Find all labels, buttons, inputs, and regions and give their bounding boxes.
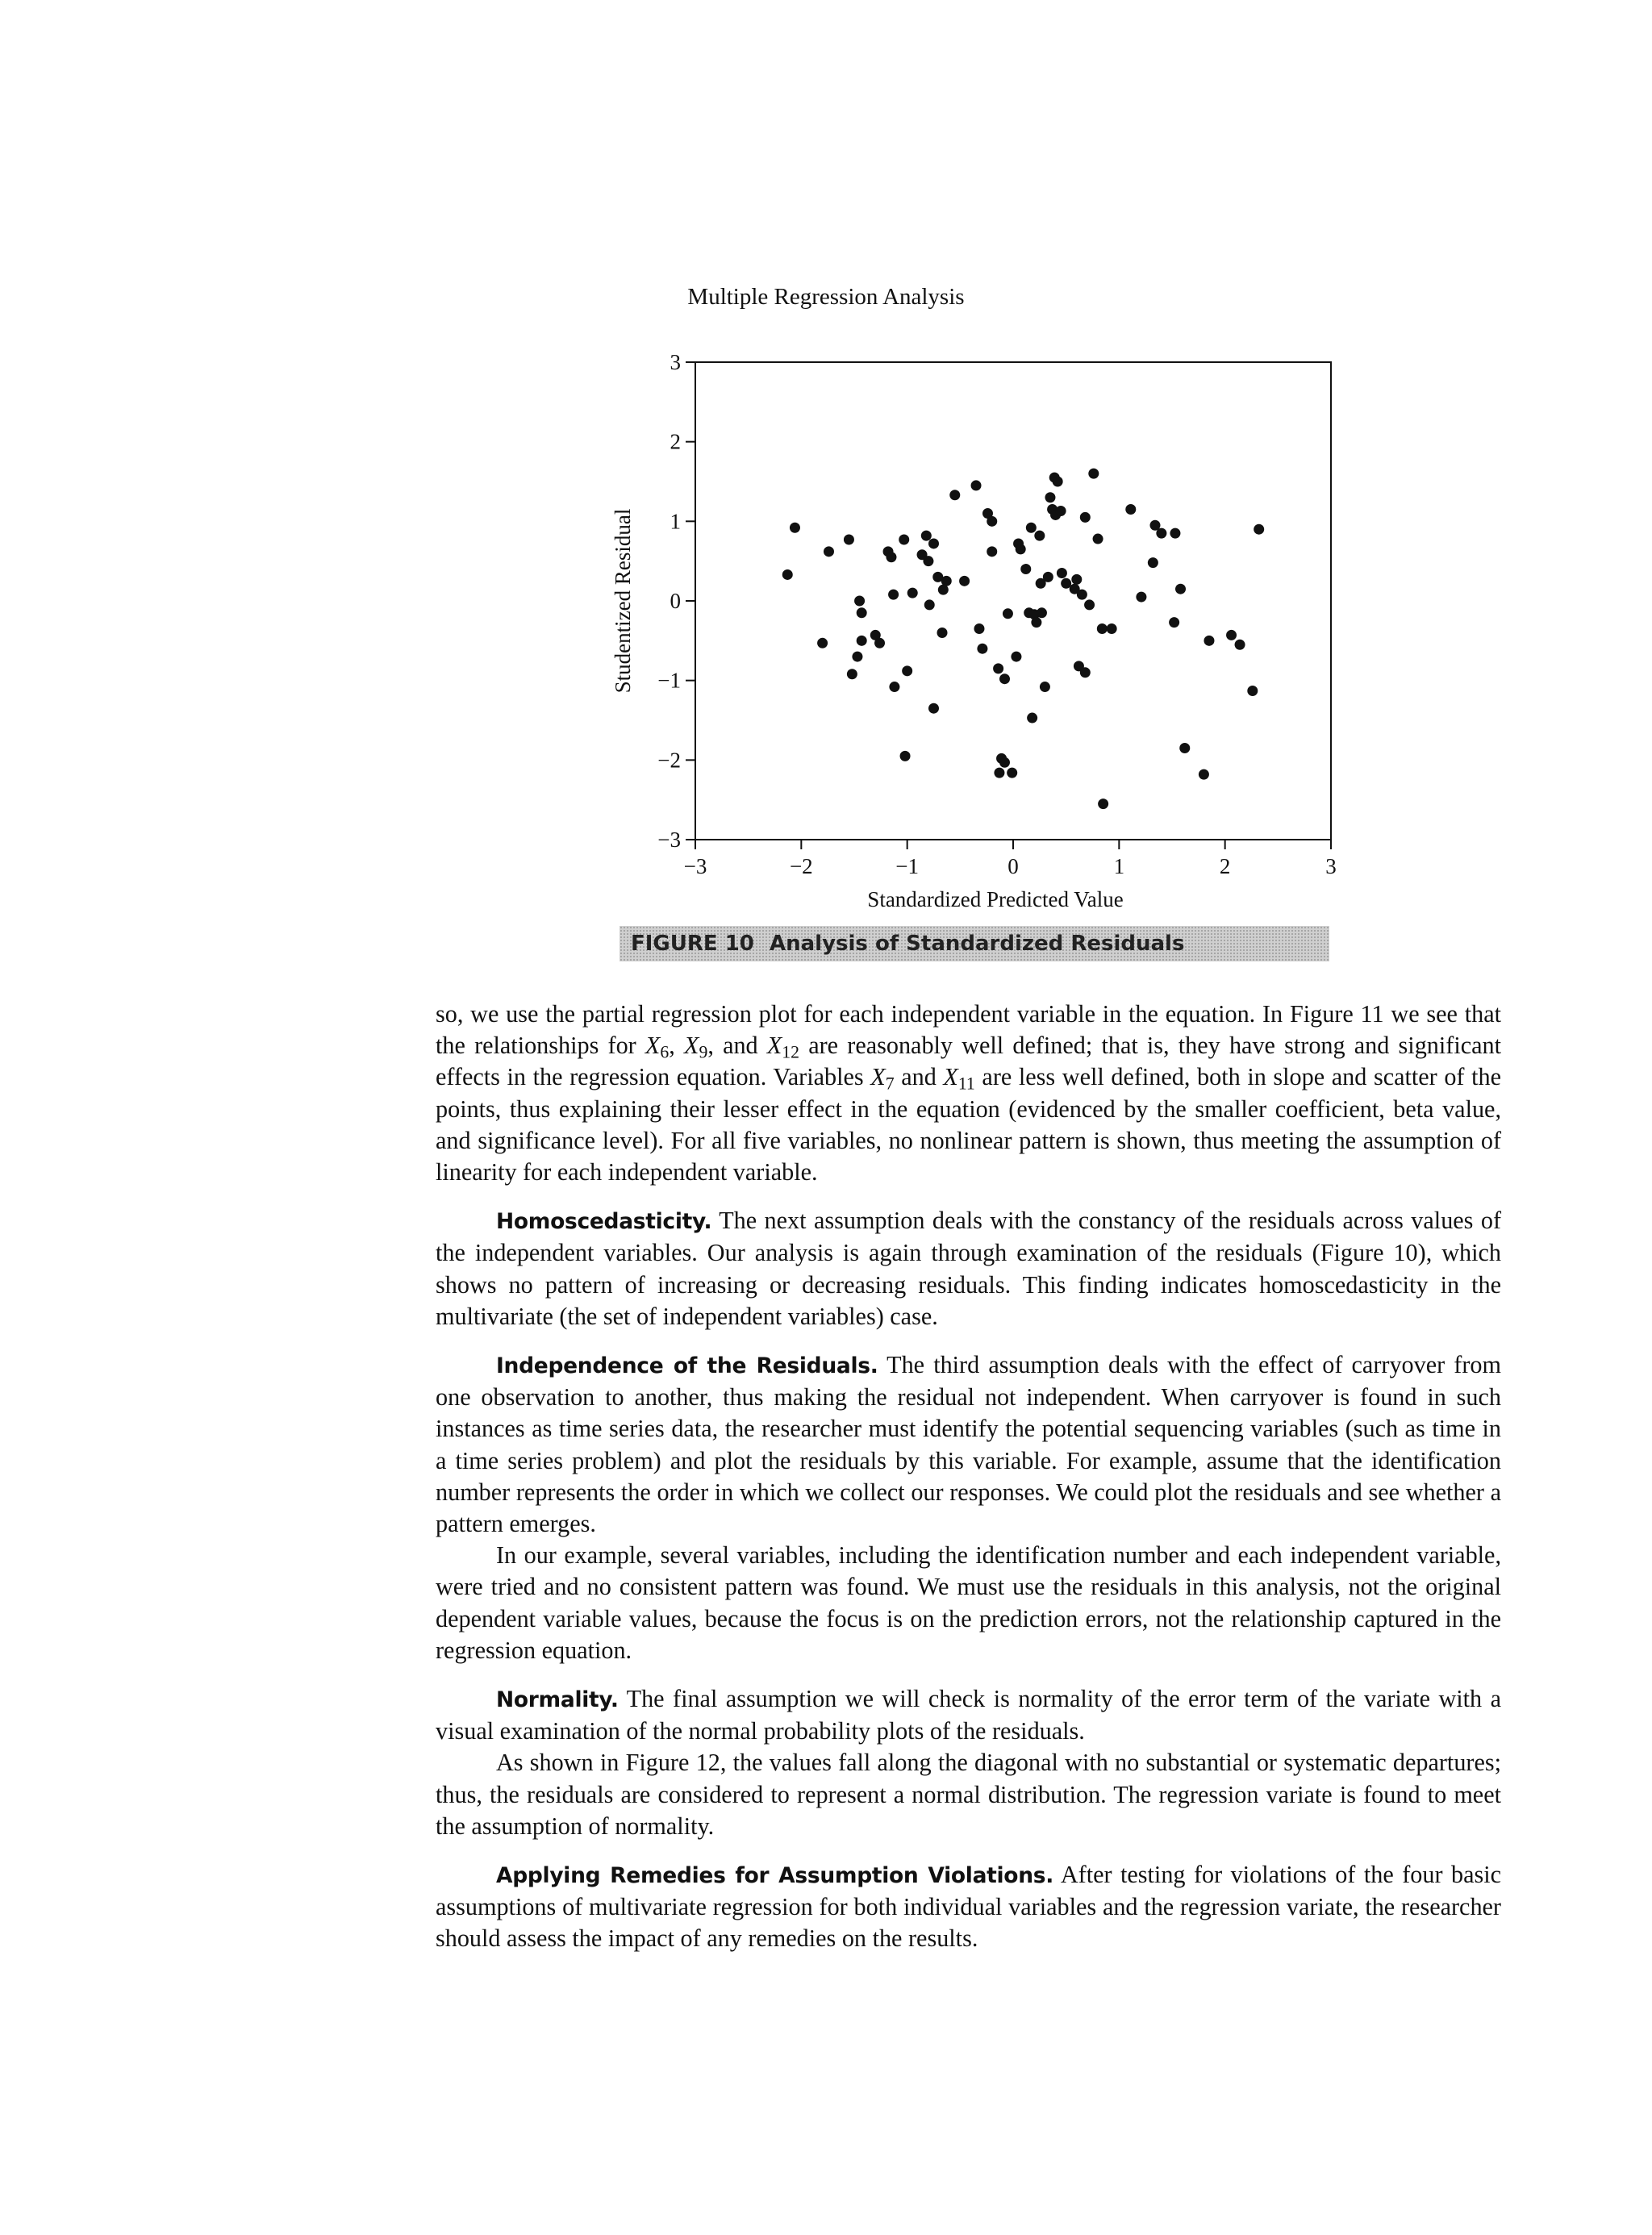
y-axis-label: Studentized Residual (611, 508, 635, 694)
y-tick-label: −2 (657, 748, 681, 773)
data-point (1199, 769, 1209, 780)
data-point (886, 552, 896, 562)
data-point (902, 665, 912, 676)
x-tick-label: −3 (683, 854, 707, 878)
data-point (1235, 640, 1245, 650)
figure-label: FIGURE 10 (631, 932, 754, 956)
data-point (959, 576, 970, 586)
data-point (1170, 528, 1180, 539)
data-point (1175, 584, 1186, 594)
heading-remedies: Applying Remedies for Assumption Violations. (496, 1863, 1054, 1889)
data-point (1093, 534, 1103, 544)
data-point (949, 490, 960, 500)
y-tick-label: −1 (657, 668, 681, 693)
data-point (941, 576, 952, 586)
y-tick-label: 0 (670, 589, 681, 613)
paragraph-independence (436, 1349, 1501, 1540)
data-point (1011, 652, 1021, 662)
data-point (1169, 617, 1179, 628)
residual-scatter-plot (0, 0, 1652, 984)
data-point (1098, 799, 1108, 809)
data-point (1080, 512, 1091, 523)
data-point (974, 623, 984, 634)
data-point (937, 628, 948, 638)
data-point (1056, 506, 1066, 516)
paragraph-independence-2: In our example, several variables, including the identification number and each independent variable, were tried and no consistent pattern was found. We must use the residuals in this analysis, not the original dependent variable values, because the focus is on the prediction errors, not the relationship captured in the regression equation. (436, 1541, 1501, 1664)
data-point (1204, 636, 1214, 646)
figure-title: Analysis of Standardized Residuals (770, 932, 1185, 956)
paragraph-normality (436, 1683, 1501, 1747)
paragraph-linearity (436, 999, 1501, 1188)
data-point (1053, 477, 1063, 487)
y-tick-label: 2 (670, 429, 681, 454)
x-tick-label: −1 (895, 854, 920, 878)
data-point (790, 523, 800, 533)
data-point (782, 569, 793, 580)
data-point (1084, 599, 1095, 610)
paragraph-normality-2: As shown in Figure 12, the values fall along the diagonal with no substantial or systematic departures; thus, the residuals are considered to represent a normal distribution. The regression variate is found to meet the assumption of normality. (436, 1749, 1501, 1840)
x-tick-label: 1 (1113, 854, 1125, 878)
data-point (999, 757, 1010, 768)
y-tick-label: −3 (657, 828, 681, 852)
figure-caption (620, 926, 1329, 961)
data-point (1097, 623, 1108, 634)
y-tick-label: 1 (670, 509, 681, 534)
x-tick-label: 0 (1007, 854, 1019, 878)
data-point (854, 596, 865, 607)
data-point (888, 590, 899, 600)
data-point (993, 663, 1003, 673)
x-tick-label: 2 (1219, 854, 1231, 878)
heading-homoscedasticity: Homoscedasticity. (496, 1209, 712, 1235)
data-point (1136, 592, 1146, 603)
paragraph-linearity-text: so, we use the partial regression plot for each independent variable in the equation. In Figure 11 we see that the relationships for $X_6$, $X_9$, and $X_{12}$ are reasonably well defined; that is, they have strong and significant effects in the regression equation. Variables $X_7$ and $X_{11}$ are less well defined, both in slope and scatter of the points, thus explaining their lesser effect in the equation (evidenced by the smaller coefficient, beta value, and significance level). For all five variables, no nonlinear pattern is shown, thus meeting the assumption of linearity for each independent variable. (436, 1000, 1501, 1186)
data-point (994, 768, 1004, 778)
data-point (1034, 531, 1045, 541)
data-point (977, 644, 987, 654)
data-point (921, 531, 932, 541)
paragraph-homoscedasticity-text: The next assumption deals with the constancy of the residuals across values of the independent variables. Our analysis is again through examination of the residuals (Figure 10), which shows no pattern of increasing or decreasing residuals. This finding indicates homoscedasticity in the multivariate (the set of independent variables) case. (436, 1207, 1501, 1330)
data-point (1020, 564, 1031, 574)
data-point (1007, 768, 1017, 778)
data-point (1037, 607, 1047, 618)
heading-normality: Normality. (496, 1687, 619, 1713)
x-tick-label: 3 (1325, 854, 1337, 878)
paragraph-remedies-text: After testing for violations of the four basic assumptions of multivariate regression for both individual variables and the regression variate, the researcher should assess the impact of any remedies on the results. (436, 1861, 1501, 1953)
running-header: Multiple Regression Analysis (687, 284, 965, 310)
body-text (436, 999, 1501, 1955)
data-point (971, 480, 982, 490)
data-point (1077, 590, 1087, 600)
data-point (928, 538, 939, 548)
data-point (844, 535, 854, 545)
data-point (924, 599, 935, 610)
y-tick-label: 3 (670, 350, 681, 374)
paragraph-remedies (436, 1859, 1501, 1955)
data-point (1107, 623, 1117, 634)
data-point (1247, 686, 1258, 696)
data-point (857, 607, 867, 618)
data-point (857, 636, 867, 646)
data-point (1088, 469, 1099, 479)
data-point (817, 638, 828, 648)
paragraph-homoscedasticity (436, 1205, 1501, 1332)
data-point (874, 638, 885, 648)
paragraph-independence-text: The third assumption deals with the effect of carryover from one observation to another, thus making the residual not independent. When carryover is found in such instances as time series data, the researcher must identify the potential sequencing variables (such as time in a time series problem) and plot the residuals by this variable. For example, assume that the identification number represents the order in which we collect our responses. We could plot the residuals and see whether a pattern emerges. (436, 1351, 1501, 1538)
data-point (1148, 557, 1158, 568)
data-point (1057, 568, 1067, 578)
data-point (1016, 544, 1026, 554)
data-point (1254, 524, 1264, 535)
data-point (1043, 572, 1053, 582)
data-point (1003, 608, 1013, 619)
axis-ticks (657, 350, 1336, 878)
paragraph-normality-text: The final assumption we will check is normality of the error term of the variate with a visual examination of the normal probability plots of the residuals. (436, 1685, 1501, 1745)
data-point (899, 535, 909, 545)
data-point (900, 751, 911, 761)
data-point (928, 703, 939, 714)
data-point (1045, 492, 1055, 502)
data-point (1125, 504, 1136, 515)
data-point (889, 682, 899, 692)
x-tick-label: −2 (789, 854, 813, 878)
data-point (1026, 523, 1037, 533)
data-point (1031, 617, 1041, 628)
x-axis-label: Standardized Predicted Value (867, 887, 1124, 911)
data-point (1156, 528, 1166, 539)
data-point (987, 546, 997, 557)
heading-independence: Independence of the Residuals. (496, 1353, 878, 1379)
data-point (999, 673, 1010, 684)
data-point (1027, 713, 1037, 723)
data-point (1040, 682, 1050, 692)
data-point (907, 588, 918, 598)
data-point (1179, 743, 1190, 753)
data-point (1080, 667, 1091, 678)
data-point (1071, 574, 1082, 585)
data-point (852, 652, 862, 662)
data-points (782, 469, 1264, 809)
data-point (987, 516, 997, 527)
data-point (847, 669, 857, 679)
data-point (824, 546, 834, 557)
data-point (1226, 630, 1237, 640)
data-point (923, 556, 933, 566)
